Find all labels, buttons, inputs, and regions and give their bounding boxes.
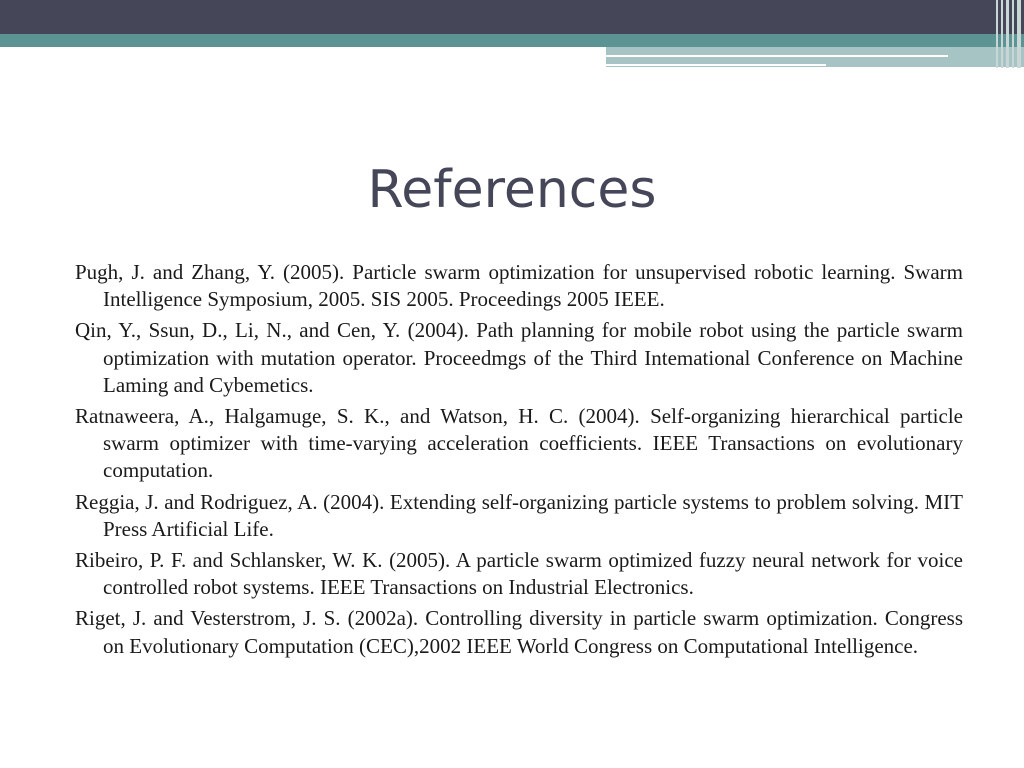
reference-item: Pugh, J. and Zhang, Y. (2005). Particle swarm optimization for unsupervised robotic learning. Swarm Intelligence Symposium, 2005. SIS 2005. Proceedings 2005 IEEE. (75, 260, 963, 312)
header-stripes-decoration (994, 0, 1024, 68)
reference-list (75, 259, 963, 664)
reference-item: Reggia, J. and Rodriguez, A. (2004). Extending self-organizing particle systems to problem solving. MIT Press Artificial Life. (75, 489, 963, 541)
reference-item: Ribeiro, P. F. and Schlansker, W. K. (2005). A particle swarm optimized fuzzy neural network for voice controlled robot systems. IEEE Transactions on Industrial Electronics. (75, 548, 963, 600)
reference-item: Qin, Y., Ssun, D., Li, N., and Cen, Y. (2004). Path planning for mobile robot using the particle swarm optimization with mutation operator. Proceedmgs of the Third Intemational Conference on Machine Laming and Cybemetics. (75, 318, 963, 397)
header-dark-band (0, 0, 1024, 34)
reference-item: Riget, J. and Vesterstrom, J. S. (2002a). Controlling diversity in particle swarm optimization. Congress on Evolutionary Computation (CEC),2002 IEEE World Congress on Computational Intelligence. (75, 606, 963, 658)
slide-title: References (367, 160, 657, 220)
header-accent-line (606, 64, 826, 66)
reference-item: Ratnaweera, A., Halgamuge, S. K., and Watson, H. C. (2004). Self-organizing hierarchical particle swarm optimizer with time-varying acceleration coefficients. IEEE Transactions on evolutionary computation. (75, 404, 963, 483)
header-teal-band (0, 34, 1024, 47)
header-accent-line (606, 55, 948, 57)
